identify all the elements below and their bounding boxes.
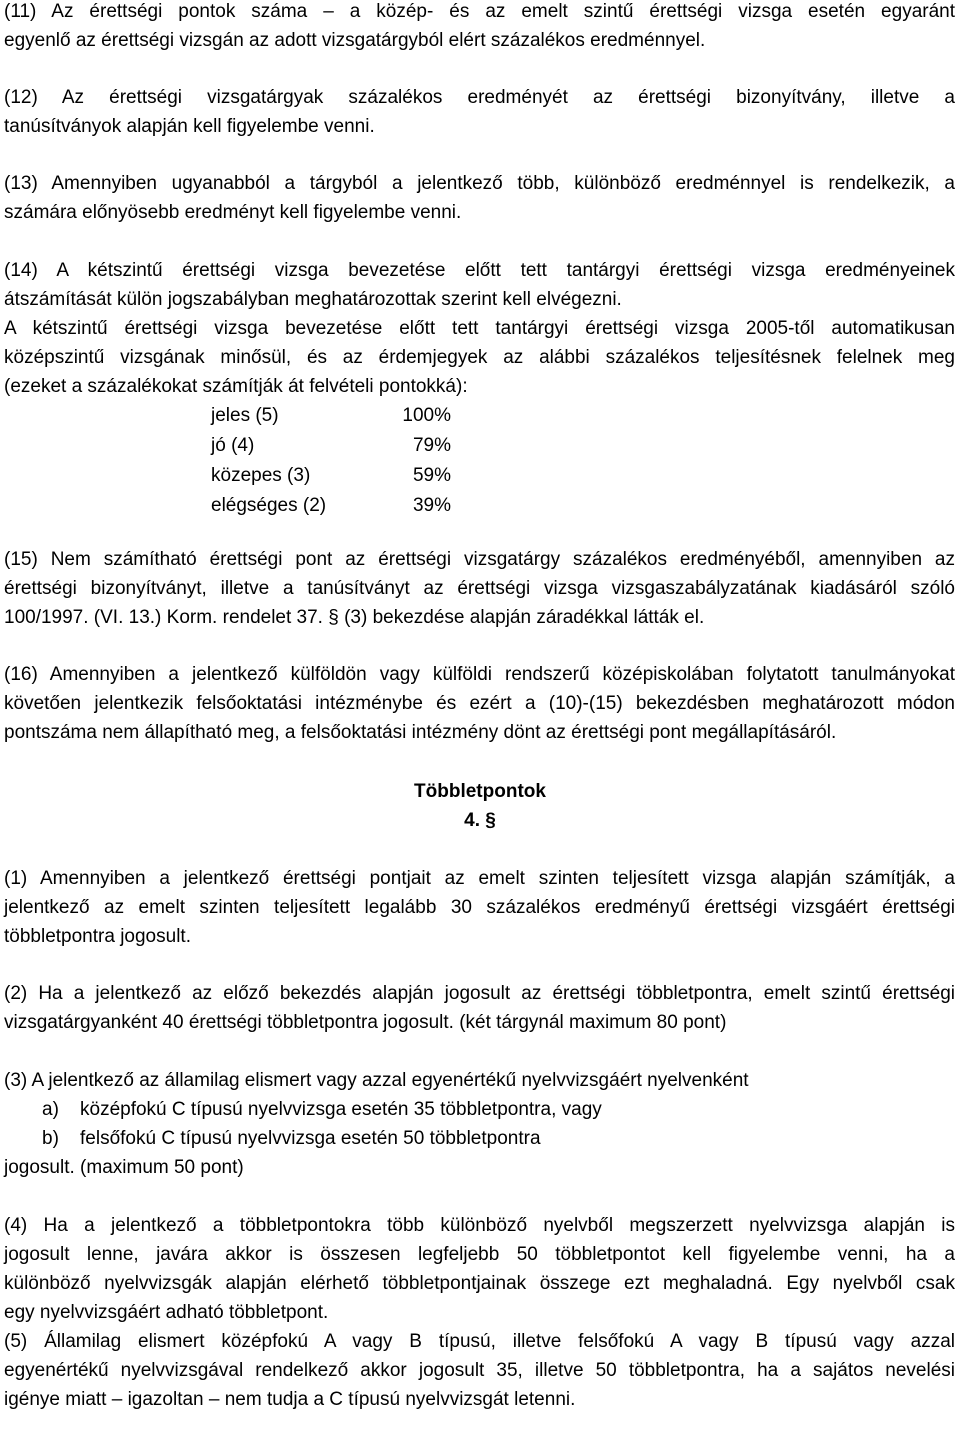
grade-percent: 100% bbox=[402, 405, 451, 426]
paragraph-line: (3) A jelentkező az államilag elismert vagy azzal egyenértékű nyelvvizsgáért nyelvenként bbox=[4, 1070, 749, 1091]
paragraph-line: egy nyelvvizsgáért adható többletpont. bbox=[4, 1302, 329, 1323]
paragraph-13 bbox=[4, 169, 955, 227]
heading-title: Többletpontok bbox=[414, 781, 546, 802]
paragraph-line: (11) Az érettségi pontok száma – a közép- és az emelt szintű érettségi vizsga esetén egyaránt bbox=[4, 1, 955, 22]
paragraph-line: A kétszintű érettségi vizsga bevezetése előtt tett tantárgyi érettségi vizsga 2005-től automatikusan bbox=[4, 318, 955, 339]
list-item-text: középfokú C típusú nyelvvizsga esetén 35 többletpontra, vagy bbox=[80, 1099, 602, 1120]
grade-name: közepes (3) bbox=[211, 465, 311, 486]
grade-percent: 79% bbox=[412, 435, 451, 456]
paragraph-12 bbox=[4, 83, 955, 141]
paragraph-line: (13) Amennyiben ugyanabból a tárgyból a jelentkező több, különböző eredménnyel is rendelkezik, a bbox=[4, 173, 955, 194]
section-4-paragraph-5 bbox=[4, 1327, 955, 1414]
paragraph-line: (4) Ha a jelentkező a többletpontokra több különböző nyelvből megszerzett nyelvvizsga alapján is bbox=[4, 1215, 955, 1236]
paragraph-line: igénye miatt – igazoltan – nem tudja a C típusú nyelvvizsgát letenni. bbox=[4, 1389, 576, 1410]
paragraph-line: (14) A kétszintű érettségi vizsga bevezetése előtt tett tantárgyi érettségi vizsga eredményeinek bbox=[4, 260, 955, 281]
list-marker: a) bbox=[42, 1099, 59, 1120]
grade-row bbox=[211, 491, 451, 521]
paragraph-line: jogosult. (maximum 50 pont) bbox=[4, 1157, 244, 1178]
section-4-paragraph-1 bbox=[4, 864, 955, 951]
paragraph-line: középszintű vizsgának minősül, és az érdemjegyek az alábbi százalékos teljesítésnek felelnek meg bbox=[4, 347, 955, 368]
paragraph-line: egyenértékű nyelvvizsgával rendelkező akkor jogosult 35, illetve 50 többletpontra, ha a sajátos nevelési bbox=[4, 1360, 955, 1381]
grade-name: elégséges (2) bbox=[211, 495, 327, 516]
paragraph-16 bbox=[4, 660, 955, 747]
section-number: 4. § bbox=[464, 810, 496, 831]
grade-name: jó (4) bbox=[211, 435, 255, 456]
list-item bbox=[4, 1095, 955, 1124]
paragraph-14 bbox=[4, 256, 955, 401]
grade-percent: 39% bbox=[412, 495, 451, 516]
paragraph-11 bbox=[4, 0, 955, 55]
paragraph-line: (12) Az érettségi vizsgatárgyak százalékos eredményét az érettségi bizonyítvány, illetve a bbox=[4, 87, 955, 108]
paragraph-line: jogosult lenne, javára akkor is összesen legfeljebb 50 többletpontot kell figyelembe venni, ha a bbox=[4, 1244, 955, 1265]
section-heading bbox=[0, 777, 960, 835]
section-4-paragraph-4 bbox=[4, 1211, 955, 1327]
paragraph-line: érettségi bizonyítványt, illetve a tanúsítványt az érettségi vizsga vizsgaszabályzatának kiadásáról szóló bbox=[4, 578, 955, 599]
grade-percent: 59% bbox=[412, 465, 451, 486]
grade-row bbox=[211, 431, 451, 461]
grade-row bbox=[211, 401, 451, 431]
section-4-paragraph-3 bbox=[4, 1066, 955, 1182]
grade-table bbox=[211, 401, 451, 521]
list-item-text: felsőfokú C típusú nyelvvizsga esetén 50 többletpontra bbox=[80, 1128, 541, 1149]
paragraph-line: tanúsítványok alapján kell figyelembe venni. bbox=[4, 116, 375, 137]
paragraph-line: számára előnyösebb eredményt kell figyelembe venni. bbox=[4, 202, 462, 223]
paragraph-line: (1) Amennyiben a jelentkező érettségi pontjait az emelt szinten teljesített vizsga alapján számítják, a bbox=[4, 868, 955, 889]
paragraph-line: (15) Nem számítható érettségi pont az érettségi vizsgatárgy százalékos eredményéből, amennyiben az bbox=[4, 549, 955, 570]
section-4-paragraph-2 bbox=[4, 979, 955, 1037]
paragraph-line: (ezeket a százalékokat számítják át felvételi pontokká): bbox=[4, 376, 468, 397]
list-item bbox=[4, 1124, 955, 1153]
paragraph-line: átszámítását külön jogszabályban meghatározottak szerint kell elvégezni. bbox=[4, 289, 622, 310]
paragraph-line: követően jelentkezik felsőoktatási intézménybe és ezért a (10)-(15) bekezdésben meghatározott módon bbox=[4, 693, 955, 714]
paragraph-line: többletpontra jogosult. bbox=[4, 926, 191, 947]
paragraph-line: pontszáma nem állapítható meg, a felsőoktatási intézmény dönt az érettségi pont megállapításáról. bbox=[4, 722, 837, 743]
grade-row bbox=[211, 461, 451, 491]
paragraph-line: különböző nyelvvizsgák alapján elérhető többletpontjainak összege ezt meghaladná. Egy nyelvből csak bbox=[4, 1273, 955, 1294]
grade-name: jeles (5) bbox=[211, 405, 279, 426]
paragraph-line: egyenlő az érettségi vizsgán az adott vizsgatárgyból elért százalékos eredménnyel. bbox=[4, 30, 706, 51]
paragraph-line: (16) Amennyiben a jelentkező külföldön vagy külföldi rendszerű középiskolában folytatott tanulmányokat bbox=[4, 664, 955, 685]
paragraph-line: 100/1997. (VI. 13.) Korm. rendelet 37. § (3) bekezdése alapján záradékkal látták el. bbox=[4, 607, 705, 628]
paragraph-line: (5) Államilag elismert középfokú A vagy B típusú, illetve felsőfokú A vagy B típusú vagy azzal bbox=[4, 1331, 955, 1352]
paragraph-15 bbox=[4, 545, 955, 632]
paragraph-line: jelentkező az emelt szinten teljesített legalább 30 százalékos eredményű érettségi vizsgáért érettségi bbox=[4, 897, 955, 918]
paragraph-line: vizsgatárgyanként 40 érettségi többletpontra jogosult. (két tárgynál maximum 80 pont) bbox=[4, 1012, 727, 1033]
list-marker: b) bbox=[42, 1128, 59, 1149]
paragraph-line: (2) Ha a jelentkező az előző bekezdés alapján jogosult az érettségi többletpontra, emelt szintű érettségi bbox=[4, 983, 955, 1004]
